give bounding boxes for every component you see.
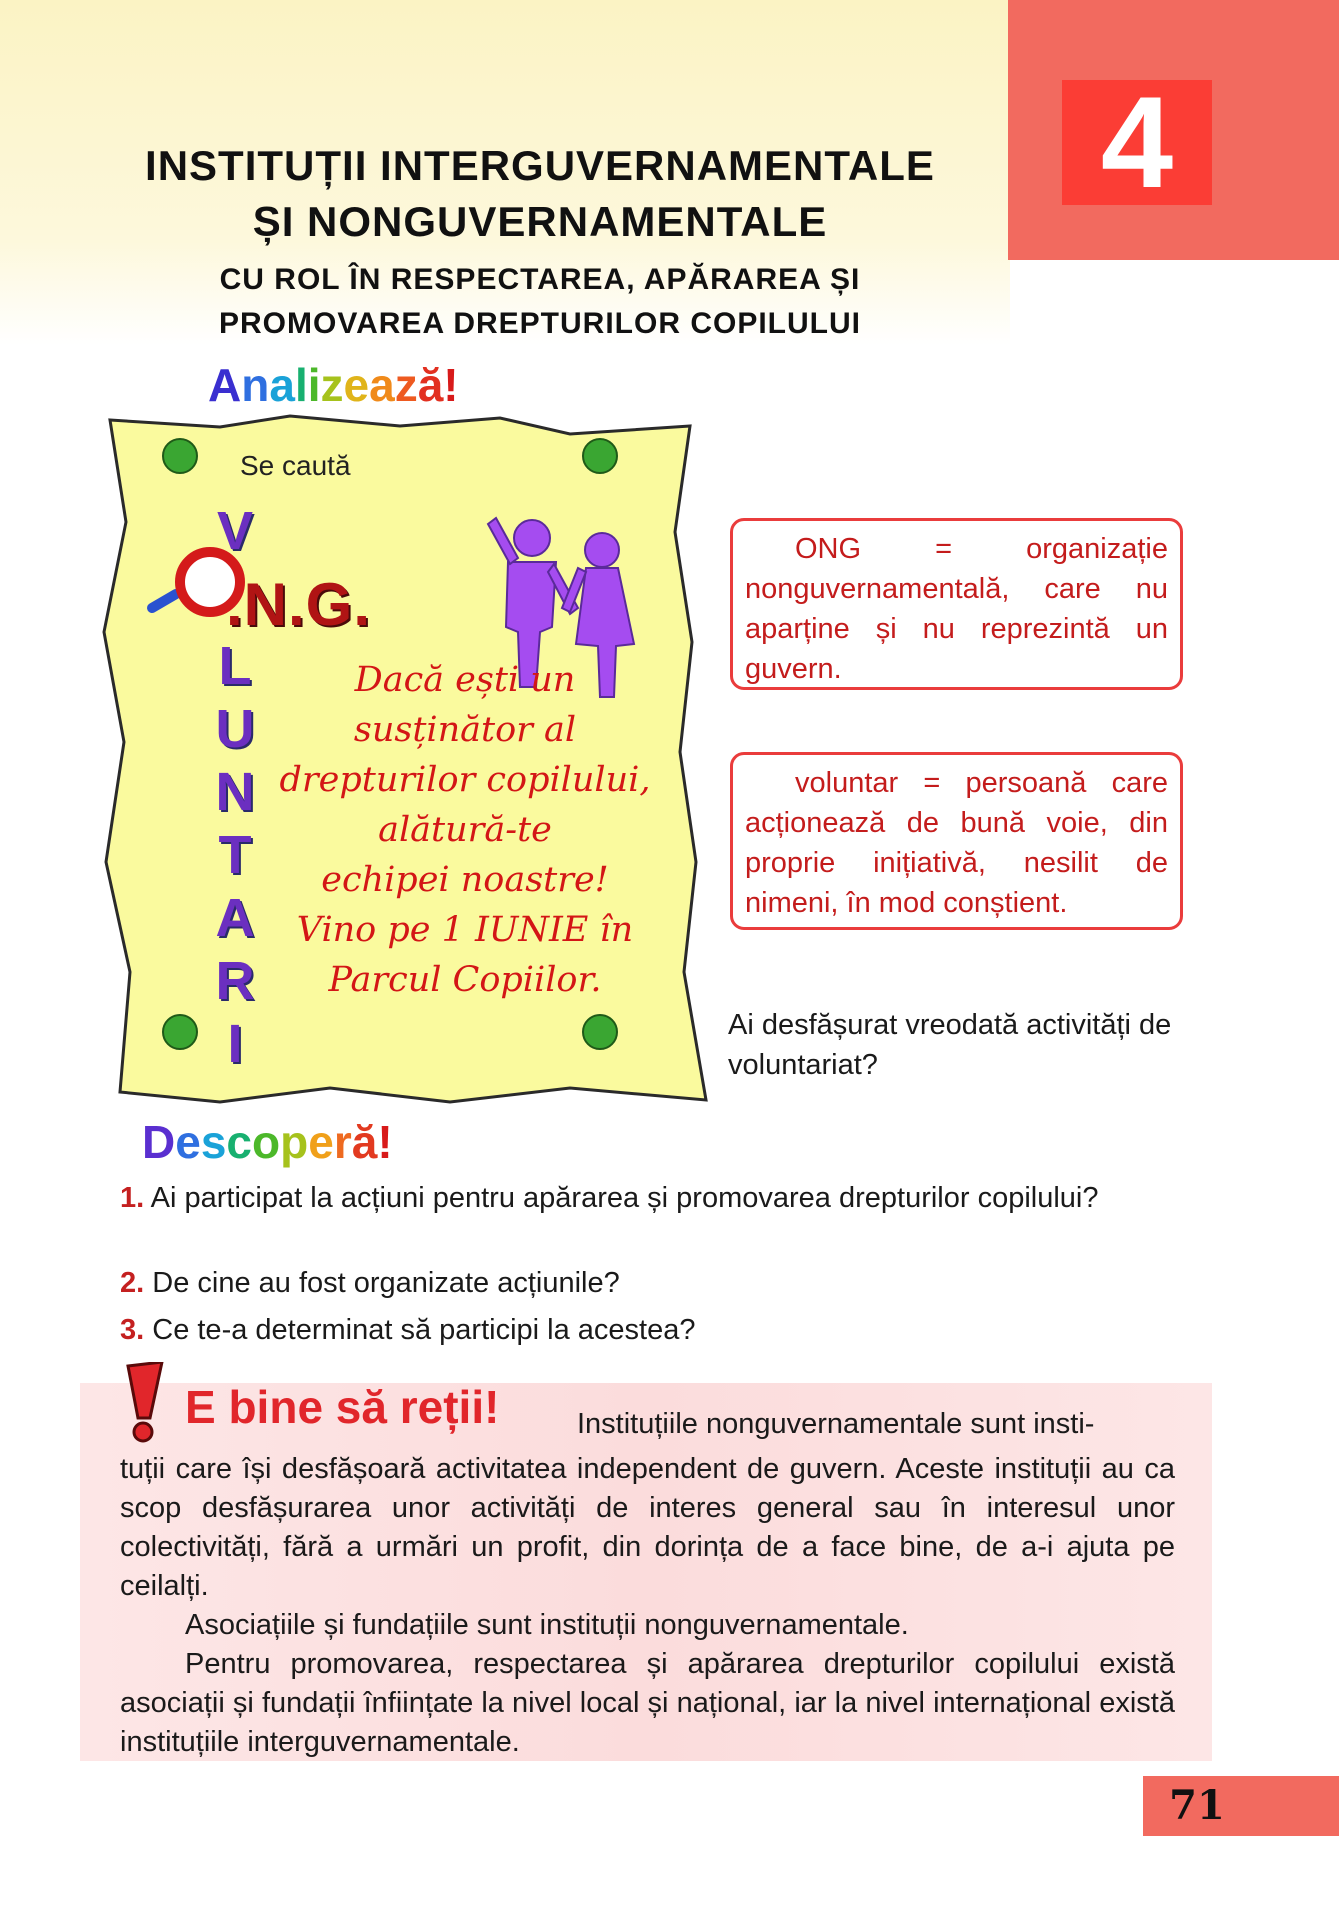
- definition-box-ong: [730, 518, 1183, 690]
- heading-letter: p: [280, 1116, 309, 1168]
- heading-letter: !: [443, 359, 459, 411]
- heading-letter: z: [394, 359, 418, 411]
- poster-vertical-letter: L: [218, 636, 252, 696]
- definition-text-voluntar: voluntar = persoană care acționează de bună voie, din proprie inițiativă, nesilit de nimeni, în mod conștient.: [745, 767, 1168, 919]
- poster-message: [270, 655, 660, 1005]
- definition-box-voluntar: [730, 752, 1183, 930]
- heading-letter: !: [377, 1116, 393, 1168]
- exclamation-icon: [120, 1362, 168, 1444]
- pin-icon: [583, 1015, 617, 1049]
- poster-vertical-letter: T: [218, 825, 252, 885]
- page-number: 71: [1169, 1782, 1225, 1829]
- section-heading-analizeaza: [208, 358, 459, 412]
- pin-icon: [163, 1015, 197, 1049]
- heading-letter: e: [308, 1116, 334, 1168]
- poster-message-line: drepturilor copilului,: [279, 760, 651, 800]
- poster-message-line: echipei noastre!: [321, 860, 609, 900]
- discover-item-text: De cine au fost organizate acțiunile?: [152, 1267, 620, 1299]
- heading-letter: D: [142, 1116, 176, 1168]
- poster-vertical-letter: N: [215, 762, 255, 822]
- remember-paragraph: Pentru promovarea, respectarea și apărarea drepturilor copilului există asociații și fundații înființate la nivel local și național, iar la nivel internațional există instituțiile interguvernamentale.: [120, 1648, 1175, 1758]
- pin-icon: [583, 439, 617, 473]
- heading-letter: z: [320, 359, 344, 411]
- heading-letter: ă: [351, 1116, 378, 1168]
- heading-letter: l: [294, 359, 308, 411]
- pin-icon: [163, 439, 197, 473]
- discover-item-2: [120, 1263, 1182, 1303]
- heading-letter: e: [343, 359, 370, 411]
- heading-letter: e: [175, 1116, 201, 1168]
- definition-text-ong: ONG = organizație nonguvernamentală, care nu aparține și nu reprezintă un guvern.: [745, 533, 1168, 685]
- heading-letter: i: [307, 359, 321, 411]
- heading-letter: o: [252, 1116, 281, 1168]
- section-heading-descopera: [142, 1115, 393, 1169]
- page-subtitle-line-1: CU ROL ÎN RESPECTAREA, APĂRAREA ȘI: [219, 263, 861, 296]
- discover-item-text: Ai participat la acțiuni pentru apărarea și promovarea drepturilor copilului?: [150, 1182, 1099, 1214]
- heading-letter: c: [226, 1116, 253, 1168]
- discover-item-number: 2.: [120, 1267, 145, 1299]
- page-title-line-1: INSTITUȚII INTERGUVERNAMENTALE: [145, 142, 935, 189]
- page-subtitle-line-2: PROMOVAREA DREPTURILOR COPILULUI: [218, 307, 861, 340]
- poster-vertical-letter: A: [215, 888, 255, 948]
- question-voluntariat: Ai desfășurat vreodată activități de voluntariat?: [728, 1009, 1172, 1081]
- discover-item-number: 1.: [120, 1182, 145, 1214]
- remember-paragraph: Asociațiile și fundațiile sunt instituții nonguvernamentale.: [185, 1609, 909, 1641]
- remember-paragraph: tuții care își desfășoară activitatea independent de guvern. Aceste instituții au ca scop desfășurarea unor activități de interes general sau în interesul unor colectivități, fără a urmări un profit, din dorința de a face bine, de a-i ajuta pe ceilalți.: [120, 1453, 1175, 1602]
- poster-message-line: Parcul Copiilor.: [328, 960, 602, 1000]
- poster-vertical-letter: I: [227, 1014, 243, 1074]
- heading-letter: a: [369, 359, 395, 411]
- discover-item-text: Ce te-a determinat să participi la acestea?: [152, 1314, 696, 1346]
- page-title-line-2: ȘI NONGUVERNAMENTALE: [252, 198, 828, 245]
- poster-message-line: susținător al: [353, 710, 577, 750]
- poster-ong-word: .N.G.: [226, 571, 372, 638]
- poster-message-line: alătură-te: [378, 810, 552, 850]
- poster-vertical-letter: U: [215, 699, 255, 759]
- heading-letter: ă: [417, 359, 444, 411]
- heading-letter: n: [241, 359, 270, 411]
- poster-vertical-letter: V: [216, 501, 254, 561]
- remember-text: [120, 1450, 1175, 1762]
- remember-lead: Instituțiile nonguvernamentale sunt insti-: [577, 1408, 1095, 1440]
- discover-item-3: [120, 1310, 1182, 1350]
- poster-se-cauta: Se caută: [240, 450, 351, 481]
- chapter-number: 4: [1062, 80, 1212, 205]
- remember-title: E bine să reții!: [185, 1381, 500, 1433]
- discover-item-1: [120, 1178, 1182, 1218]
- heading-letter: s: [200, 1116, 227, 1168]
- heading-letter: a: [269, 359, 295, 411]
- poster-message-line: Vino pe 1 IUNIE în: [296, 910, 634, 950]
- heading-letter: r: [333, 1116, 352, 1168]
- discover-item-number: 3.: [120, 1314, 145, 1346]
- heading-letter: A: [208, 359, 242, 411]
- poster-vertical-letter: R: [215, 951, 255, 1011]
- poster-message-line: Dacă ești un: [354, 660, 576, 700]
